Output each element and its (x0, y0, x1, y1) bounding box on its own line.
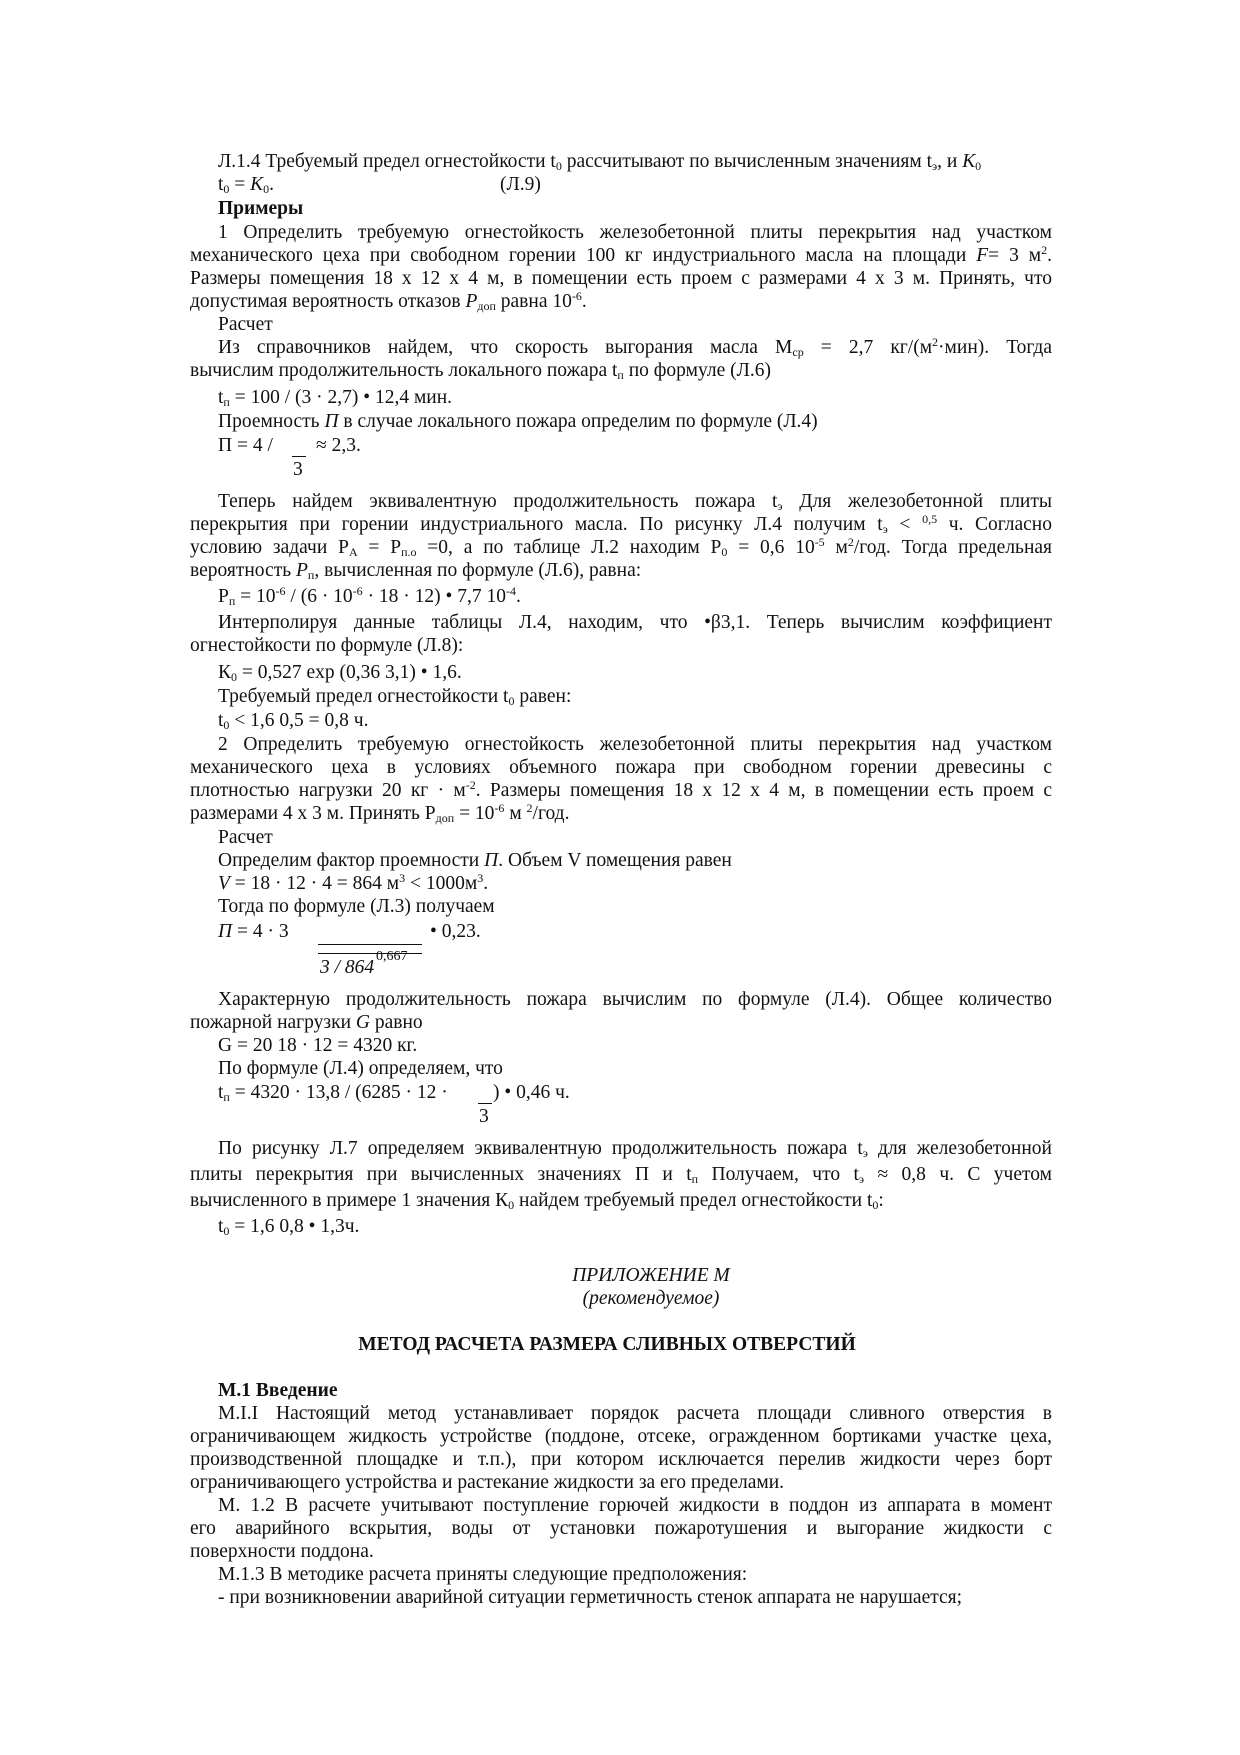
sqrt-bar-3 (478, 1103, 492, 1104)
formula-tp-2: $t_п = 4320 \cdot 13,8 / (6285 \cdot 12$ · (218, 1082, 448, 1104)
example1-calc-line2: вычислим продолжительность локального пожара $t_п$ по формуле (Л.6) (190, 360, 771, 382)
example1-line4: допустимая вероятность отказов $Р_{доп}$ равна $10^{-6}$. (190, 289, 587, 313)
sqrt-radicand-1: 3 (293, 459, 303, 480)
m13-line: М.1.3 В методике расчета приняты следующие предположения: (218, 1564, 748, 1585)
sqrt-bar-1 (292, 456, 306, 457)
example1-line2: механического цеха при свободном горении 100 кг индустриального масла на площади F= 3 $м^2$. (190, 243, 1052, 266)
example2-line1: 2 Определить требуемую огнестойкость железобетонной плиты перекрытия над участком (218, 734, 1052, 755)
opening-factor-text-2: Определим фактор проемности П. Объем V помещения равен (218, 850, 732, 871)
formula-volume: V = 18 · 12 · 4 = 864 $м^3 < 1000м^3$. (218, 871, 489, 894)
m11-line4: ограничивающего устройства и растекание жидкости за его пределами. (190, 1472, 785, 1493)
appendix-heading: МЕТОД РАСЧЕТА РАЗМЕРА СЛИВНЫХ ОТВЕРСТИЙ (358, 1334, 856, 1355)
appendix-title: ПРИЛОЖЕНИЕ М (572, 1265, 730, 1286)
interpolation-line2: огнестойкости по формуле (Л.8): (190, 635, 464, 656)
example2-line2: механического цеха в условиях объемного пожара при свободном горении древесины с (190, 757, 1052, 778)
formula-ref-l9: (Л.9) (500, 174, 541, 195)
figure-l7-line2: плиты перекрытия при вычисленных значениях П и $t_п$ Получаем, что $t_э \approx 0,8$ ч. С учетом (190, 1164, 1052, 1186)
opening-factor-text: Проемность П в случае локального пожара определим по формуле (Л.4) (218, 411, 818, 432)
formula-opening-2: П = 4 · 3 (218, 921, 289, 942)
formula-opening-2-result: • 0,23. (430, 921, 481, 942)
equivalent-duration-line2: перекрытия при горении индустриального масла. По рисунку Л.4 получим $t_э < ^{0,5}$ ч. Согласно (190, 512, 1052, 536)
example2-line4: размерами 4 х 3 м. Принять $Р_{доп} = 10^{-6}$ м $^2$/год. (190, 801, 570, 825)
sqrt-radicand-3: 3 (479, 1106, 489, 1127)
formula-tp-2-result: ) • 0,46 ч. (493, 1082, 570, 1103)
formula-l9: $t_0 = К_0$. (218, 174, 274, 196)
required-limit-text: Требуемый предел огнестойкости $t_0$ равен: (218, 686, 572, 708)
equivalent-duration-line1: Теперь найдем эквивалентную продолжительность пожара $t_э$ Для железобетонной плиты (218, 491, 1052, 513)
formula-t0-result: $t_0 < 1,6$ 0,5 = 0,8 ч. (218, 710, 369, 732)
assumption-1: - при возникновении аварийной ситуации герметичность стенок аппарата не нарушается; (218, 1587, 963, 1608)
m12-line2: его аварийного вскрытия, воды от установки пожаротушения и выгорание жидкости с (190, 1518, 1052, 1539)
example1-line3: Размеры помещения 18 х 12 х 4 м, в помещении есть проем с размерами 4 х 3 м. Принять, что (190, 268, 1052, 289)
calc-heading-2: Расчет (218, 827, 273, 848)
m11-line1: М.I.I Настоящий метод устанавливает порядок расчета площади сливного отверстия в (218, 1403, 1052, 1424)
m12-line3: поверхности поддона. (190, 1541, 374, 1562)
formula-l4-text: По формуле (Л.4) определяем, что (218, 1058, 503, 1079)
example1-calc-line1: Из справочников найдем, что скорость выгорания масла $М_{ср} = 2,7$ $кг/(м^2\cdot мин)$. Тогда (218, 335, 1052, 359)
example1-line1: 1 Определить требуемую огнестойкость железобетонной плиты перекрытия над участком (218, 222, 1052, 243)
example2-line3: плотностью нагрузки 20 кг · $м^{-2}$. Размеры помещения 18 х 12 х 4 м, в помещении есть проем с (190, 778, 1052, 801)
formula-pp: $Р_п = 10^{-6} / (6 \cdot 10^{-6} \cdot 18 \cdot 12)$ • 7,7 $10^{-4}$. (218, 584, 521, 608)
formula-t0-final: $t_0 = 1,6$ 0,8 • 1,3ч. (218, 1216, 360, 1238)
characteristic-duration-line2: пожарной нагрузки G равно (190, 1012, 423, 1033)
interpolation-line1: Интерполируя данные таблицы Л.4, находим, что •β3,1. Теперь вычислим коэффициент (218, 612, 1052, 633)
clause-l14: Л.1.4 Требуемый предел огнестойкости $t_0$ рассчитывают по вычисленным значениям $t_э$, и $К_0$ (218, 151, 982, 173)
m11-line3: производственной площадке и т.п.), при котором исключается перелив жидкости через борт (190, 1449, 1052, 1470)
calc-heading-1: Расчет (218, 314, 273, 335)
formula-tp: $t_п = 100 / (3 \cdot 2,7)$ • 12,4 мин. (218, 387, 453, 409)
formula-k0: $К_0 = 0,527$ exp (0,36 3,1) • 1,6. (218, 662, 462, 684)
examples-heading: Примеры (218, 198, 304, 219)
m12-line1: М. 1.2 В расчете учитывают поступление горючей жидкости в поддон из аппарата в момент (218, 1495, 1052, 1516)
formula-opening-1: П = 4 / (218, 435, 273, 456)
m11-line2: ограничивающем жидкость устройстве (поддоне, отсеке, огражденном бортиками участке цеха, (190, 1426, 1052, 1447)
formula-l3-text: Тогда по формуле (Л.3) получаем (218, 896, 495, 917)
characteristic-duration-line1: Характерную продолжительность пожара вычислим по формуле (Л.4). Общее количество (218, 989, 1052, 1010)
equivalent-duration-line3: условию задачи $Р_А = Р_{п.о} =0$, а по таблице Л.2 находим $Р_0 = 0,6$ $10^{-5}$ $м^2$/год. Тогда предельная (190, 535, 1053, 559)
figure-l7-line1: По рисунку Л.7 определяем эквивалентную продолжительность пожара $t_э$ для железобетонной (218, 1138, 1052, 1160)
sqrt-radicand-2: 3 / 864 (320, 957, 375, 978)
appendix-subtitle: (рекомендуемое) (582, 1288, 720, 1309)
equivalent-duration-line4: вероятность $Р_п$, вычисленная по формуле (Л.6), равна: (190, 560, 642, 582)
formula-g: G = 20 18 · 12 = 4320 кг. (218, 1035, 418, 1056)
figure-l7-line3: вычисленного в примере 1 значения $К_0$ найдем требуемый предел огнестойкости $t_0$: (190, 1190, 884, 1212)
formula-opening-1-result: ≈ 2,3. (316, 435, 361, 456)
sqrt-exponent-2: 0,667 (376, 949, 408, 964)
section-m1-heading: М.1 Введение (218, 1380, 338, 1401)
